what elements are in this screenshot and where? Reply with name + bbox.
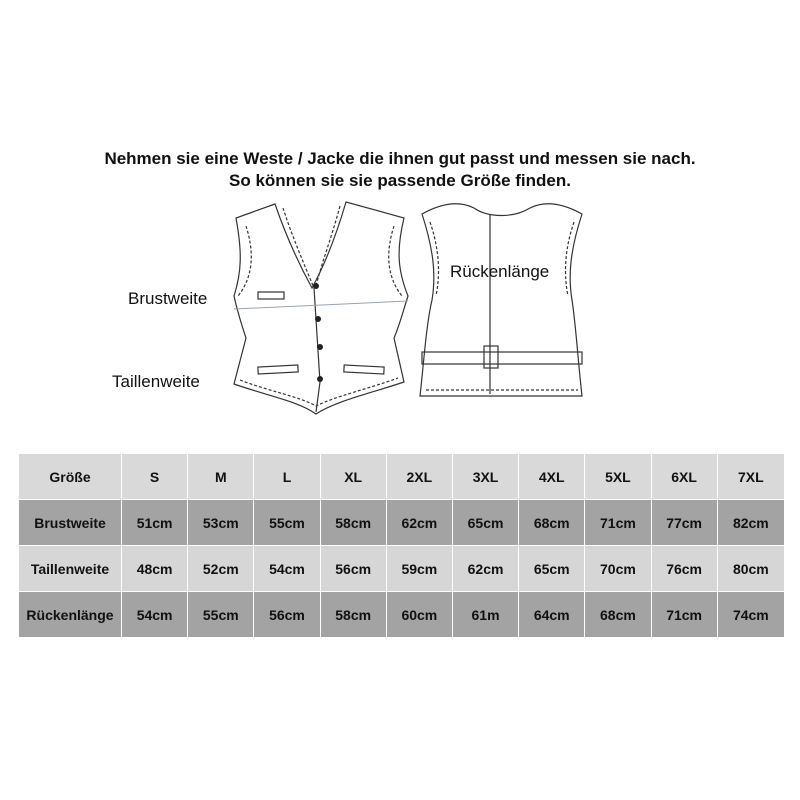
table-cell: 82cm — [718, 499, 784, 545]
vest-front-illustration — [228, 196, 414, 418]
table-cell: 56cm — [254, 591, 320, 637]
table-cell: 5XL — [585, 454, 651, 499]
back-length-label: Rückenlänge — [450, 262, 550, 281]
table-cell: Brustweite — [19, 499, 122, 545]
table-cell: 3XL — [453, 454, 519, 499]
table-cell: 80cm — [718, 545, 784, 591]
table-cell: 68cm — [519, 499, 585, 545]
table-cell: 55cm — [254, 499, 320, 545]
instruction-line-1: Nehmen sie eine Weste / Jacke die ihnen gut passt und messen sie nach. — [104, 149, 696, 168]
table-cell: Rückenlänge — [19, 591, 122, 637]
table-cell: 7XL — [718, 454, 784, 499]
chest-label: Brustweite — [128, 289, 208, 308]
table-cell: 76cm — [652, 545, 718, 591]
size-table — [19, 454, 784, 637]
size-header-row — [19, 454, 784, 499]
table-cell: L — [254, 454, 320, 499]
table-cell: Größe — [19, 454, 122, 499]
vest-back-illustration — [418, 196, 586, 406]
table-cell: 65cm — [519, 545, 585, 591]
table-cell: 54cm — [254, 545, 320, 591]
table-cell: M — [188, 454, 254, 499]
instruction-line-2: So können sie sie passende Größe finden. — [229, 171, 571, 190]
table-cell: 74cm — [718, 591, 784, 637]
table-cell: 4XL — [519, 454, 585, 499]
waist-label: Taillenweite — [112, 372, 200, 391]
table-cell: 2XL — [387, 454, 453, 499]
table-row — [19, 591, 784, 637]
table-cell: 6XL — [652, 454, 718, 499]
table-cell: XL — [321, 454, 387, 499]
table-cell: 51cm — [122, 499, 188, 545]
table-row — [19, 545, 784, 591]
table-cell: 58cm — [321, 499, 387, 545]
table-row — [19, 499, 784, 545]
table-cell: 64cm — [519, 591, 585, 637]
table-cell: 56cm — [321, 545, 387, 591]
table-cell: 61m — [453, 591, 519, 637]
table-cell: 65cm — [453, 499, 519, 545]
table-cell: 62cm — [387, 499, 453, 545]
table-cell: S — [122, 454, 188, 499]
table-cell: 68cm — [585, 591, 651, 637]
table-cell: 52cm — [188, 545, 254, 591]
table-cell: 62cm — [453, 545, 519, 591]
table-cell: 70cm — [585, 545, 651, 591]
table-cell: 60cm — [387, 591, 453, 637]
table-cell: 58cm — [321, 591, 387, 637]
table-cell: 53cm — [188, 499, 254, 545]
table-cell: 71cm — [652, 591, 718, 637]
table-cell: Taillenweite — [19, 545, 122, 591]
table-cell: 48cm — [122, 545, 188, 591]
table-cell: 54cm — [122, 591, 188, 637]
table-cell: 77cm — [652, 499, 718, 545]
table-cell: 59cm — [387, 545, 453, 591]
table-cell: 71cm — [585, 499, 651, 545]
table-cell: 55cm — [188, 591, 254, 637]
